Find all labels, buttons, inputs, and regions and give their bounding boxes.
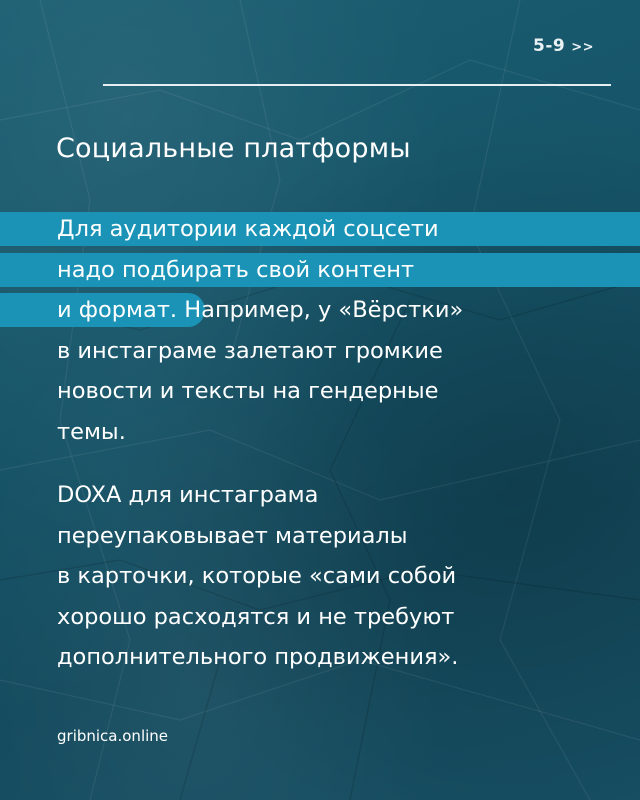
paragraph-line: DOXA для инстаграма xyxy=(57,482,319,508)
next-arrows-icon: >> xyxy=(571,40,594,55)
paragraph-audience xyxy=(57,209,463,452)
top-divider xyxy=(103,84,611,86)
paragraph-doxa xyxy=(57,475,458,678)
paragraph-line: Для аудитории каждой соцсети xyxy=(57,216,439,242)
paragraph-line: в карточки, которые «сами собой xyxy=(57,563,457,589)
page-number: 5-9 xyxy=(532,36,566,56)
page-indicator xyxy=(533,36,594,56)
site-url: gribnica.online xyxy=(57,727,169,745)
paragraph-line: хорошо расходятся и не требуют xyxy=(57,603,455,630)
paragraph-line: переупаковывает материалы xyxy=(57,522,408,549)
paragraph-line: темы. xyxy=(57,418,126,445)
paragraph-line: и формат. Например, у «Вёрстки» xyxy=(57,297,464,323)
paragraph-line: надо подбирать свой контент xyxy=(57,256,415,283)
paragraph-line: в инстаграме залетают громкие xyxy=(57,337,443,364)
paragraph-line: дополнительного продвижения». xyxy=(57,644,459,670)
paragraph-line: новости и тексты на гендерные xyxy=(57,378,439,404)
slide-title: Социальные платформы xyxy=(56,133,411,164)
